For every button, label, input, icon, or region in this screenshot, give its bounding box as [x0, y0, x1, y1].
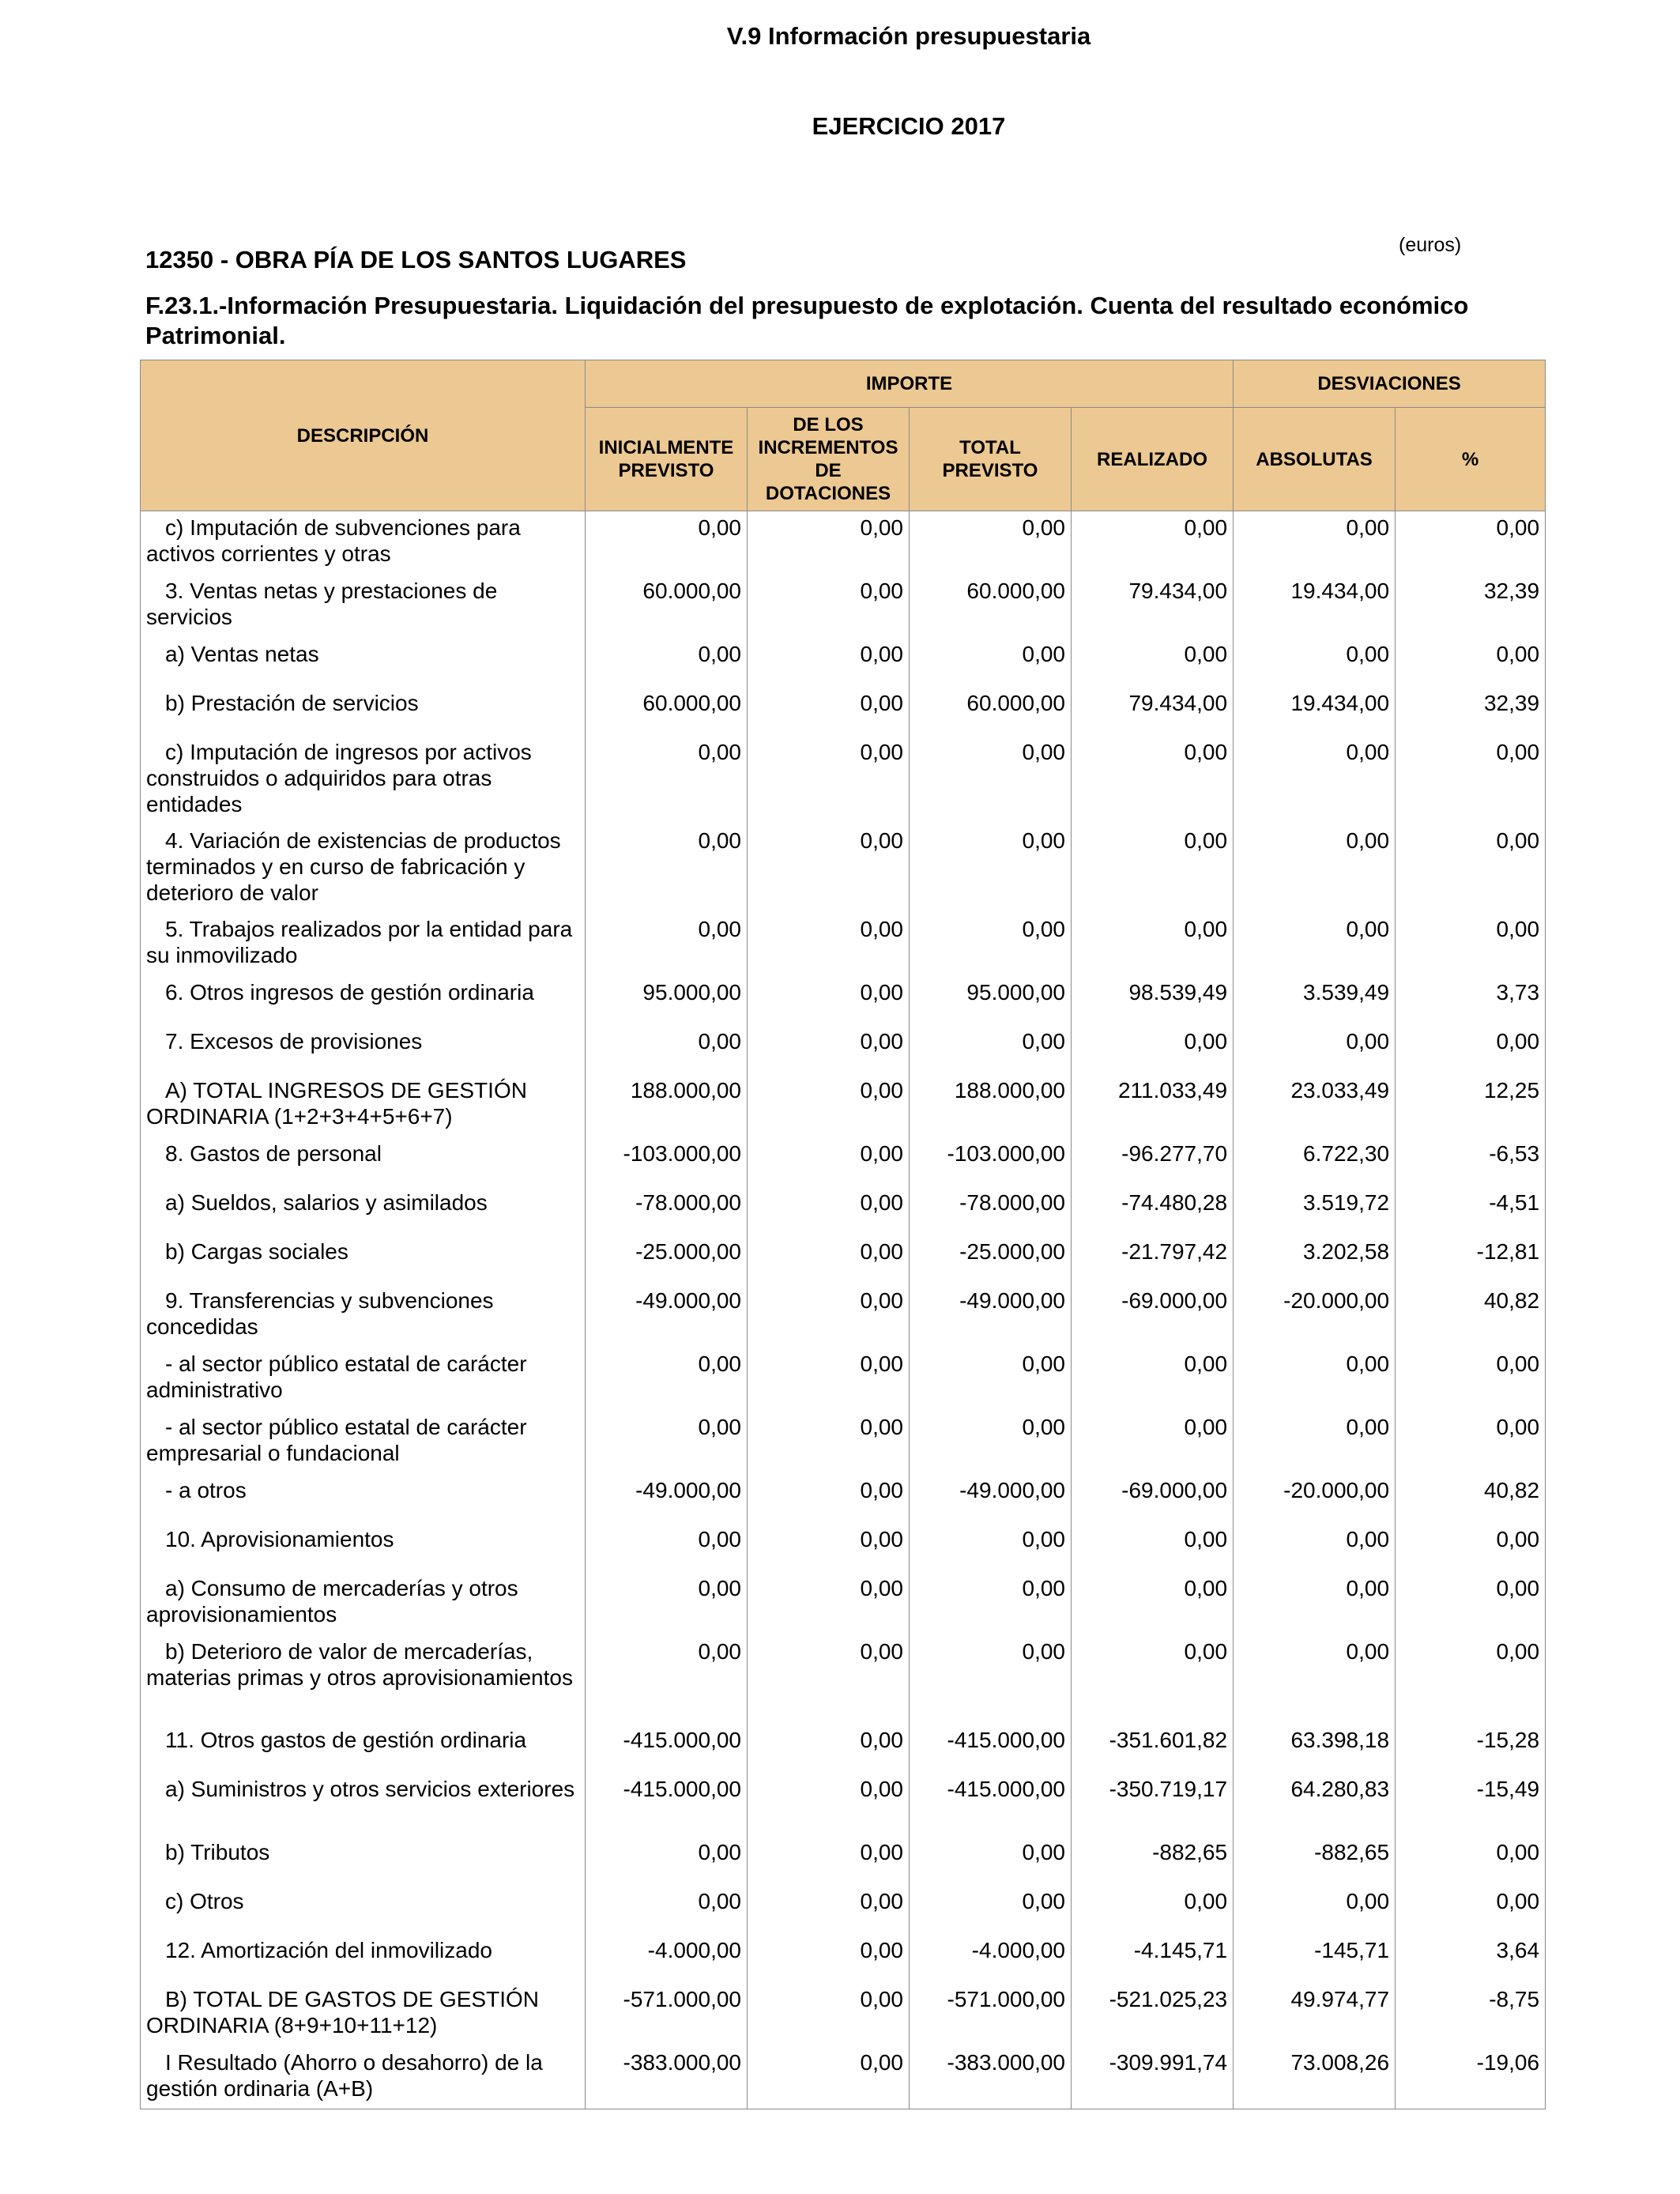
table-row: [141, 1474, 1546, 1523]
cell-realizado: 0,00: [1072, 1572, 1234, 1635]
cell-porcentaje: -15,49: [1396, 1773, 1546, 1836]
exercise-title: EJERCICIO 2017: [812, 112, 1006, 140]
row-description: [141, 511, 586, 575]
table-row: [141, 638, 1546, 687]
cell-total-previsto: 0,00: [910, 1523, 1072, 1572]
table-row: [141, 511, 1546, 575]
cell-porcentaje: 0,00: [1396, 736, 1546, 824]
row-description-text: 12. Amortización del inmovilizado: [165, 1937, 492, 1962]
table-row: [141, 687, 1546, 736]
cell-total-previsto: 0,00: [910, 824, 1072, 913]
table-row: [141, 1836, 1546, 1885]
table-row: [141, 824, 1546, 913]
cell-incrementos: 0,00: [748, 638, 910, 687]
row-description-text: A) TOTAL INGRESOS DE GESTIÓN ORDINARIA (1+2+3+4+5+6+7): [146, 1077, 527, 1129]
row-description-text: b) Cargas sociales: [165, 1238, 348, 1264]
row-description-text: b) Deterioro de valor de mercaderías, materias primas y otros aprovisionamientos: [146, 1638, 573, 1690]
row-description-text: 10. Aprovisionamientos: [165, 1526, 394, 1551]
cell-absolutas: 0,00: [1234, 638, 1396, 687]
cell-incrementos: 0,00: [748, 575, 910, 638]
row-description: [141, 1773, 586, 1836]
cell-realizado: 79.434,00: [1072, 687, 1234, 736]
cell-total-previsto: 0,00: [910, 1635, 1072, 1724]
cell-realizado: 0,00: [1072, 1635, 1234, 1724]
cell-incrementos: 0,00: [748, 1186, 910, 1235]
row-description: [141, 687, 586, 736]
row-description: [141, 1025, 586, 1074]
cell-absolutas: 0,00: [1234, 1885, 1396, 1934]
cell-porcentaje: 0,00: [1396, 1411, 1546, 1474]
cell-inicialmente-previsto: -415.000,00: [586, 1724, 748, 1773]
cell-realizado: -69.000,00: [1072, 1284, 1234, 1348]
cell-incrementos: 0,00: [748, 1235, 910, 1284]
cell-absolutas: 49.974,77: [1234, 1983, 1396, 2046]
row-description-text: I Resultado (Ahorro o desahorro) de la gestión ordinaria (A+B): [146, 2049, 543, 2101]
header-incrementos-dotaciones: DE LOS INCREMENTOS DE DOTACIONES: [748, 408, 910, 511]
cell-incrementos: 0,00: [748, 2046, 910, 2109]
cell-porcentaje: 0,00: [1396, 1523, 1546, 1572]
cell-total-previsto: -383.000,00: [910, 2046, 1072, 2109]
cell-inicialmente-previsto: -49.000,00: [586, 1474, 748, 1523]
table-row: [141, 1572, 1546, 1635]
cell-total-previsto: 95.000,00: [910, 976, 1072, 1025]
cell-absolutas: 19.434,00: [1234, 575, 1396, 638]
cell-incrementos: 0,00: [748, 913, 910, 976]
cell-realizado: -351.601,82: [1072, 1724, 1234, 1773]
table-row: [141, 1137, 1546, 1186]
row-description: [141, 976, 586, 1025]
row-description: [141, 1074, 586, 1137]
cell-realizado: -309.991,74: [1072, 2046, 1234, 2109]
cell-absolutas: 0,00: [1234, 1411, 1396, 1474]
cell-total-previsto: 0,00: [910, 1348, 1072, 1411]
cell-absolutas: 0,00: [1234, 1572, 1396, 1635]
cell-total-previsto: -4.000,00: [910, 1934, 1072, 1983]
cell-absolutas: 63.398,18: [1234, 1724, 1396, 1773]
row-description-text: b) Tributos: [165, 1839, 270, 1864]
header-realizado: REALIZADO: [1072, 408, 1234, 511]
cell-total-previsto: 0,00: [910, 1836, 1072, 1885]
cell-total-previsto: -78.000,00: [910, 1186, 1072, 1235]
cell-total-previsto: 0,00: [910, 511, 1072, 575]
cell-incrementos: 0,00: [748, 687, 910, 736]
table-row: [141, 1635, 1546, 1724]
cell-incrementos: 0,00: [748, 976, 910, 1025]
cell-total-previsto: -415.000,00: [910, 1773, 1072, 1836]
cell-absolutas: 0,00: [1234, 1635, 1396, 1724]
cell-absolutas: 0,00: [1234, 1025, 1396, 1074]
cell-total-previsto: 188.000,00: [910, 1074, 1072, 1137]
cell-porcentaje: -6,53: [1396, 1137, 1546, 1186]
cell-inicialmente-previsto: -78.000,00: [586, 1186, 748, 1235]
cell-inicialmente-previsto: 95.000,00: [586, 976, 748, 1025]
cell-porcentaje: 0,00: [1396, 511, 1546, 575]
row-description: [141, 913, 586, 976]
report-title: F.23.1.-Información Presupuestaria. Liquidación del presupuesto de explotación. Cuenta del resultado económico Patrimonial.: [145, 292, 1469, 349]
cell-porcentaje: 0,00: [1396, 1572, 1546, 1635]
cell-absolutas: 6.722,30: [1234, 1137, 1396, 1186]
cell-realizado: 79.434,00: [1072, 575, 1234, 638]
cell-inicialmente-previsto: -4.000,00: [586, 1934, 748, 1983]
row-description: [141, 1235, 586, 1284]
cell-porcentaje: 0,00: [1396, 1348, 1546, 1411]
cell-realizado: 0,00: [1072, 1523, 1234, 1572]
table-row: [141, 1983, 1546, 2046]
cell-porcentaje: 0,00: [1396, 1025, 1546, 1074]
cell-incrementos: 0,00: [748, 1773, 910, 1836]
cell-inicialmente-previsto: 0,00: [586, 824, 748, 913]
cell-realizado: 98.539,49: [1072, 976, 1234, 1025]
cell-porcentaje: 0,00: [1396, 638, 1546, 687]
cell-absolutas: 0,00: [1234, 736, 1396, 824]
cell-realizado: -882,65: [1072, 1836, 1234, 1885]
cell-absolutas: -20.000,00: [1234, 1474, 1396, 1523]
cell-inicialmente-previsto: 0,00: [586, 1572, 748, 1635]
cell-realizado: -4.145,71: [1072, 1934, 1234, 1983]
cell-total-previsto: 0,00: [910, 913, 1072, 976]
budget-table: [140, 360, 1546, 2109]
cell-porcentaje: -8,75: [1396, 1983, 1546, 2046]
table-row: [141, 1284, 1546, 1348]
cell-incrementos: 0,00: [748, 1572, 910, 1635]
row-description: [141, 1284, 586, 1348]
cell-absolutas: 0,00: [1234, 824, 1396, 913]
cell-absolutas: 0,00: [1234, 511, 1396, 575]
header-importe: IMPORTE: [586, 360, 1234, 408]
cell-realizado: 0,00: [1072, 824, 1234, 913]
cell-incrementos: 0,00: [748, 1836, 910, 1885]
section-title: V.9 Información presupuestaria: [726, 22, 1091, 50]
cell-inicialmente-previsto: 0,00: [586, 638, 748, 687]
row-description-text: 8. Gastos de personal: [165, 1140, 382, 1166]
cell-porcentaje: 0,00: [1396, 1885, 1546, 1934]
cell-absolutas: 3.202,58: [1234, 1235, 1396, 1284]
row-description-text: - al sector público estatal de carácter empresarial o fundacional: [146, 1414, 527, 1465]
row-description: [141, 1474, 586, 1523]
cell-inicialmente-previsto: 188.000,00: [586, 1074, 748, 1137]
table-row: [141, 1773, 1546, 1836]
cell-porcentaje: 32,39: [1396, 575, 1546, 638]
row-description: [141, 1885, 586, 1934]
row-description-text: 4. Variación de existencias de productos terminados y en curso de fabricación y deterioro de valor: [146, 827, 561, 905]
header-descripcion: DESCRIPCIÓN: [141, 360, 586, 511]
cell-incrementos: 0,00: [748, 1983, 910, 2046]
cell-incrementos: 0,00: [748, 1284, 910, 1348]
cell-absolutas: 3.539,49: [1234, 976, 1396, 1025]
cell-inicialmente-previsto: 0,00: [586, 1025, 748, 1074]
cell-realizado: 0,00: [1072, 1411, 1234, 1474]
cell-realizado: 0,00: [1072, 1885, 1234, 1934]
cell-realizado: -69.000,00: [1072, 1474, 1234, 1523]
cell-absolutas: 3.519,72: [1234, 1186, 1396, 1235]
cell-realizado: -74.480,28: [1072, 1186, 1234, 1235]
table-row: [141, 1411, 1546, 1474]
cell-total-previsto: -103.000,00: [910, 1137, 1072, 1186]
cell-absolutas: 73.008,26: [1234, 2046, 1396, 2109]
cell-total-previsto: 0,00: [910, 638, 1072, 687]
table-row: [141, 1523, 1546, 1572]
header-absolutas: ABSOLUTAS: [1234, 408, 1396, 511]
cell-incrementos: 0,00: [748, 1474, 910, 1523]
cell-porcentaje: 3,64: [1396, 1934, 1546, 1983]
header-desviaciones: DESVIACIONES: [1234, 360, 1546, 408]
cell-incrementos: 0,00: [748, 1074, 910, 1137]
cell-inicialmente-previsto: 0,00: [586, 1348, 748, 1411]
cell-porcentaje: -19,06: [1396, 2046, 1546, 2109]
cell-absolutas: 23.033,49: [1234, 1074, 1396, 1137]
cell-incrementos: 0,00: [748, 1934, 910, 1983]
cell-porcentaje: 0,00: [1396, 1836, 1546, 1885]
header-porcentaje: %: [1396, 408, 1546, 511]
row-description-text: B) TOTAL DE GASTOS DE GESTIÓN ORDINARIA (8+9+10+11+12): [146, 1986, 539, 2038]
cell-porcentaje: -4,51: [1396, 1186, 1546, 1235]
cell-incrementos: 0,00: [748, 824, 910, 913]
table-row: [141, 2046, 1546, 2109]
row-description-text: a) Sueldos, salarios y asimilados: [165, 1189, 488, 1215]
cell-absolutas: 0,00: [1234, 1523, 1396, 1572]
header-inicialmente-previsto: INICIALMENTE PREVISTO: [586, 408, 748, 511]
cell-porcentaje: 0,00: [1396, 913, 1546, 976]
row-description-text: c) Imputación de ingresos por activos construidos o adquiridos para otras entidades: [146, 739, 532, 816]
table-row: [141, 913, 1546, 976]
cell-realizado: 0,00: [1072, 736, 1234, 824]
cell-incrementos: 0,00: [748, 1411, 910, 1474]
cell-incrementos: 0,00: [748, 511, 910, 575]
row-description: [141, 1635, 586, 1724]
cell-realizado: 0,00: [1072, 1348, 1234, 1411]
row-description: [141, 824, 586, 913]
cell-absolutas: -145,71: [1234, 1934, 1396, 1983]
cell-incrementos: 0,00: [748, 736, 910, 824]
cell-inicialmente-previsto: 0,00: [586, 1411, 748, 1474]
cell-total-previsto: 60.000,00: [910, 575, 1072, 638]
cell-inicialmente-previsto: 0,00: [586, 913, 748, 976]
cell-incrementos: 0,00: [748, 1025, 910, 1074]
cell-inicialmente-previsto: 60.000,00: [586, 575, 748, 638]
row-description: [141, 736, 586, 824]
table-row: [141, 1724, 1546, 1773]
row-description-text: 9. Transferencias y subvenciones concedidas: [146, 1287, 494, 1339]
cell-total-previsto: 60.000,00: [910, 687, 1072, 736]
cell-porcentaje: 3,73: [1396, 976, 1546, 1025]
cell-absolutas: 19.434,00: [1234, 687, 1396, 736]
cell-inicialmente-previsto: 0,00: [586, 1885, 748, 1934]
row-description-text: 3. Ventas netas y prestaciones de servicios: [146, 578, 498, 629]
row-description: [141, 1523, 586, 1572]
cell-realizado: -96.277,70: [1072, 1137, 1234, 1186]
cell-porcentaje: 40,82: [1396, 1474, 1546, 1523]
cell-porcentaje: -15,28: [1396, 1724, 1546, 1773]
row-description-text: b) Prestación de servicios: [165, 690, 419, 715]
cell-total-previsto: -25.000,00: [910, 1235, 1072, 1284]
cell-realizado: 0,00: [1072, 638, 1234, 687]
row-description: [141, 1934, 586, 1983]
cell-realizado: 0,00: [1072, 913, 1234, 976]
table-row: [141, 1934, 1546, 1983]
table-row: [141, 1025, 1546, 1074]
table-body: [141, 511, 1546, 2109]
row-description: [141, 1411, 586, 1474]
row-description-text: - a otros: [165, 1477, 247, 1502]
row-description-text: a) Ventas netas: [165, 641, 319, 666]
cell-total-previsto: -571.000,00: [910, 1983, 1072, 2046]
cell-total-previsto: 0,00: [910, 736, 1072, 824]
row-description-text: c) Imputación de subvenciones para activos corrientes y otras: [146, 515, 521, 566]
row-description-text: - al sector público estatal de carácter administrativo: [146, 1351, 527, 1402]
cell-porcentaje: 0,00: [1396, 1635, 1546, 1724]
cell-absolutas: 64.280,83: [1234, 1773, 1396, 1836]
row-description: [141, 1348, 586, 1411]
cell-total-previsto: 0,00: [910, 1025, 1072, 1074]
cell-realizado: -21.797,42: [1072, 1235, 1234, 1284]
cell-absolutas: 0,00: [1234, 1348, 1396, 1411]
cell-inicialmente-previsto: -415.000,00: [586, 1773, 748, 1836]
cell-total-previsto: 0,00: [910, 1411, 1072, 1474]
cell-inicialmente-previsto: 0,00: [586, 511, 748, 575]
cell-incrementos: 0,00: [748, 1724, 910, 1773]
cell-porcentaje: -12,81: [1396, 1235, 1546, 1284]
cell-inicialmente-previsto: -103.000,00: [586, 1137, 748, 1186]
row-description-text: 11. Otros gastos de gestión ordinaria: [165, 1727, 527, 1752]
row-description-text: 6. Otros ingresos de gestión ordinaria: [165, 979, 534, 1005]
cell-incrementos: 0,00: [748, 1635, 910, 1724]
table-row: [141, 736, 1546, 824]
table-row: [141, 1348, 1546, 1411]
row-description: [141, 1983, 586, 2046]
cell-inicialmente-previsto: 0,00: [586, 736, 748, 824]
cell-total-previsto: -49.000,00: [910, 1474, 1072, 1523]
units-label: (euros): [1399, 234, 1462, 256]
row-description-text: c) Otros: [165, 1888, 244, 1913]
row-description: [141, 1186, 586, 1235]
cell-inicialmente-previsto: 0,00: [586, 1836, 748, 1885]
table-row: [141, 1235, 1546, 1284]
cell-inicialmente-previsto: 60.000,00: [586, 687, 748, 736]
table-row: [141, 976, 1546, 1025]
cell-porcentaje: 12,25: [1396, 1074, 1546, 1137]
row-description-text: 5. Trabajos realizados por la entidad para su inmovilizado: [146, 916, 573, 967]
cell-incrementos: 0,00: [748, 1348, 910, 1411]
row-description: [141, 2046, 586, 2109]
cell-incrementos: 0,00: [748, 1137, 910, 1186]
cell-realizado: -350.719,17: [1072, 1773, 1234, 1836]
cell-total-previsto: 0,00: [910, 1885, 1072, 1934]
table-row: [141, 1186, 1546, 1235]
cell-porcentaje: 40,82: [1396, 1284, 1546, 1348]
cell-porcentaje: 0,00: [1396, 824, 1546, 913]
header-total-previsto: TOTAL PREVISTO: [910, 408, 1072, 511]
cell-realizado: 0,00: [1072, 511, 1234, 575]
cell-realizado: 211.033,49: [1072, 1074, 1234, 1137]
row-description-text: a) Consumo de mercaderías y otros aprovisionamientos: [146, 1575, 518, 1627]
cell-porcentaje: 32,39: [1396, 687, 1546, 736]
cell-realizado: 0,00: [1072, 1025, 1234, 1074]
cell-absolutas: -20.000,00: [1234, 1284, 1396, 1348]
row-description: [141, 1137, 586, 1186]
cell-inicialmente-previsto: -49.000,00: [586, 1284, 748, 1348]
cell-absolutas: -882,65: [1234, 1836, 1396, 1885]
row-description: [141, 638, 586, 687]
row-description: [141, 575, 586, 638]
table-row: [141, 1074, 1546, 1137]
cell-realizado: -521.025,23: [1072, 1983, 1234, 2046]
entity-title: 12350 - OBRA PÍA DE LOS SANTOS LUGARES: [145, 246, 687, 273]
cell-inicialmente-previsto: 0,00: [586, 1523, 748, 1572]
row-description: [141, 1836, 586, 1885]
row-description-text: a) Suministros y otros servicios exteriores: [165, 1776, 575, 1801]
cell-incrementos: 0,00: [748, 1523, 910, 1572]
cell-inicialmente-previsto: 0,00: [586, 1635, 748, 1724]
cell-inicialmente-previsto: -25.000,00: [586, 1235, 748, 1284]
row-description-text: 7. Excesos de provisiones: [165, 1028, 423, 1054]
cell-absolutas: 0,00: [1234, 913, 1396, 976]
cell-incrementos: 0,00: [748, 1885, 910, 1934]
row-description: [141, 1572, 586, 1635]
table-row: [141, 575, 1546, 638]
cell-inicialmente-previsto: -383.000,00: [586, 2046, 748, 2109]
cell-inicialmente-previsto: -571.000,00: [586, 1983, 748, 2046]
cell-total-previsto: -415.000,00: [910, 1724, 1072, 1773]
row-description: [141, 1724, 586, 1773]
cell-total-previsto: -49.000,00: [910, 1284, 1072, 1348]
table-row: [141, 1885, 1546, 1934]
cell-total-previsto: 0,00: [910, 1572, 1072, 1635]
